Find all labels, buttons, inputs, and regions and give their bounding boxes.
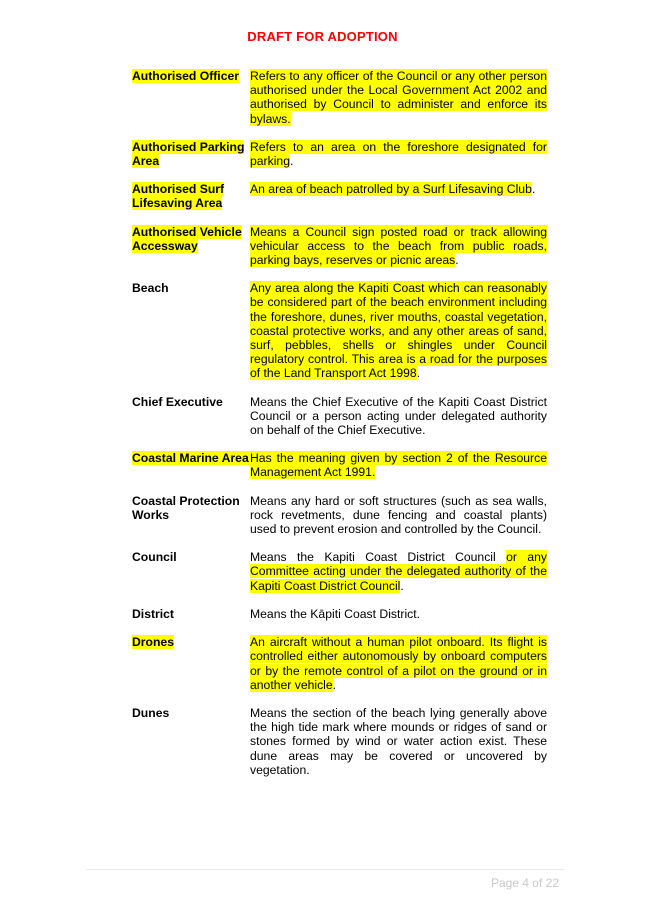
definition-term: Council [132, 550, 177, 565]
definition-text: Means the section of the beach lying generally above the high tide mark where mounds or ridges of sand or stones formed by wind or water action exist. These dune areas may be covered or uncovered by vegetation. [250, 705, 547, 777]
definition-text: Means a Council sign posted road or track allowing vehicular access to the beach from public roads, parking bays, reserves or picnic areas. [250, 224, 547, 268]
definition-text: Means the Chief Executive of the Kapiti Coast District Council or a person acting under delegated authority on behalf of the Chief Executive. [250, 394, 547, 438]
definition-term: Coastal Protection Works [132, 493, 240, 522]
definition-term: Dunes [132, 705, 170, 720]
definition-text: An aircraft without a human pilot onboard. Its flight is controlled either autonomously by onboard computers or by the remote control of a pilot on the ground or in another vehicle. [250, 635, 547, 692]
definition-term: Chief Executive [132, 394, 223, 409]
definition-term: District [132, 606, 174, 621]
definition-text: An area of beach patrolled by a Surf Lifesaving Club. [250, 182, 536, 197]
definition-row [132, 69, 550, 126]
definition-row [132, 635, 550, 692]
page-header: DRAFT FOR ADOPTION [247, 29, 398, 44]
definition-term: Authorised Parking Area [132, 139, 245, 169]
definition-row [132, 395, 550, 438]
definition-term: Drones [132, 635, 174, 650]
definition-text: Means the Kapiti Coast District Council or any Committee acting under the delegated authority of the Kapiti Coast District Council. [250, 550, 548, 593]
definition-text: Means the Kāpiti Coast District. [250, 606, 421, 621]
footer-divider [86, 869, 564, 870]
definition-row [132, 281, 550, 380]
definition-row [132, 607, 550, 621]
definition-row [132, 140, 550, 168]
definition-term: Authorised Vehicle Accessway [132, 224, 242, 253]
definition-row [132, 706, 550, 777]
definition-term: Authorised Officer [132, 69, 239, 83]
definition-row [132, 494, 550, 537]
page-number: Page 4 of 22 [490, 876, 559, 890]
definition-row [132, 182, 550, 210]
definitions-list [132, 69, 550, 791]
definition-text: Refers to an area on the foreshore designated for parking. [250, 139, 547, 169]
definition-text: Has the meaning given by section 2 of the Resource Management Act 1991. [250, 451, 547, 480]
definition-row [132, 451, 550, 479]
definition-term: Authorised Surf Lifesaving Area [132, 182, 225, 211]
definition-text: Means any hard or soft structures (such as sea walls, rock revetments, dune fencing and coastal plants) used to prevent erosion and controlled by the Council. [250, 493, 547, 537]
definition-term: Beach [132, 281, 169, 296]
definition-text: Refers to any officer of the Council or any other person authorised under the Local Government Act 2002 and authorised by Council to administer and enforce its bylaws. [250, 69, 547, 126]
definition-row [132, 550, 550, 593]
definition-text: Any area along the Kapiti Coast which can reasonably be considered part of the beach environment including the foreshore, dunes, river mouths, coastal vegetation, coastal protective works, and any other areas of sand, surf, pebbles, shells or shingles under Council regulatory control. This area is a road for the purposes of the Land Transport Act 1998. [250, 281, 547, 381]
definition-term: Coastal Marine Area [132, 451, 249, 466]
definition-row [132, 225, 550, 268]
